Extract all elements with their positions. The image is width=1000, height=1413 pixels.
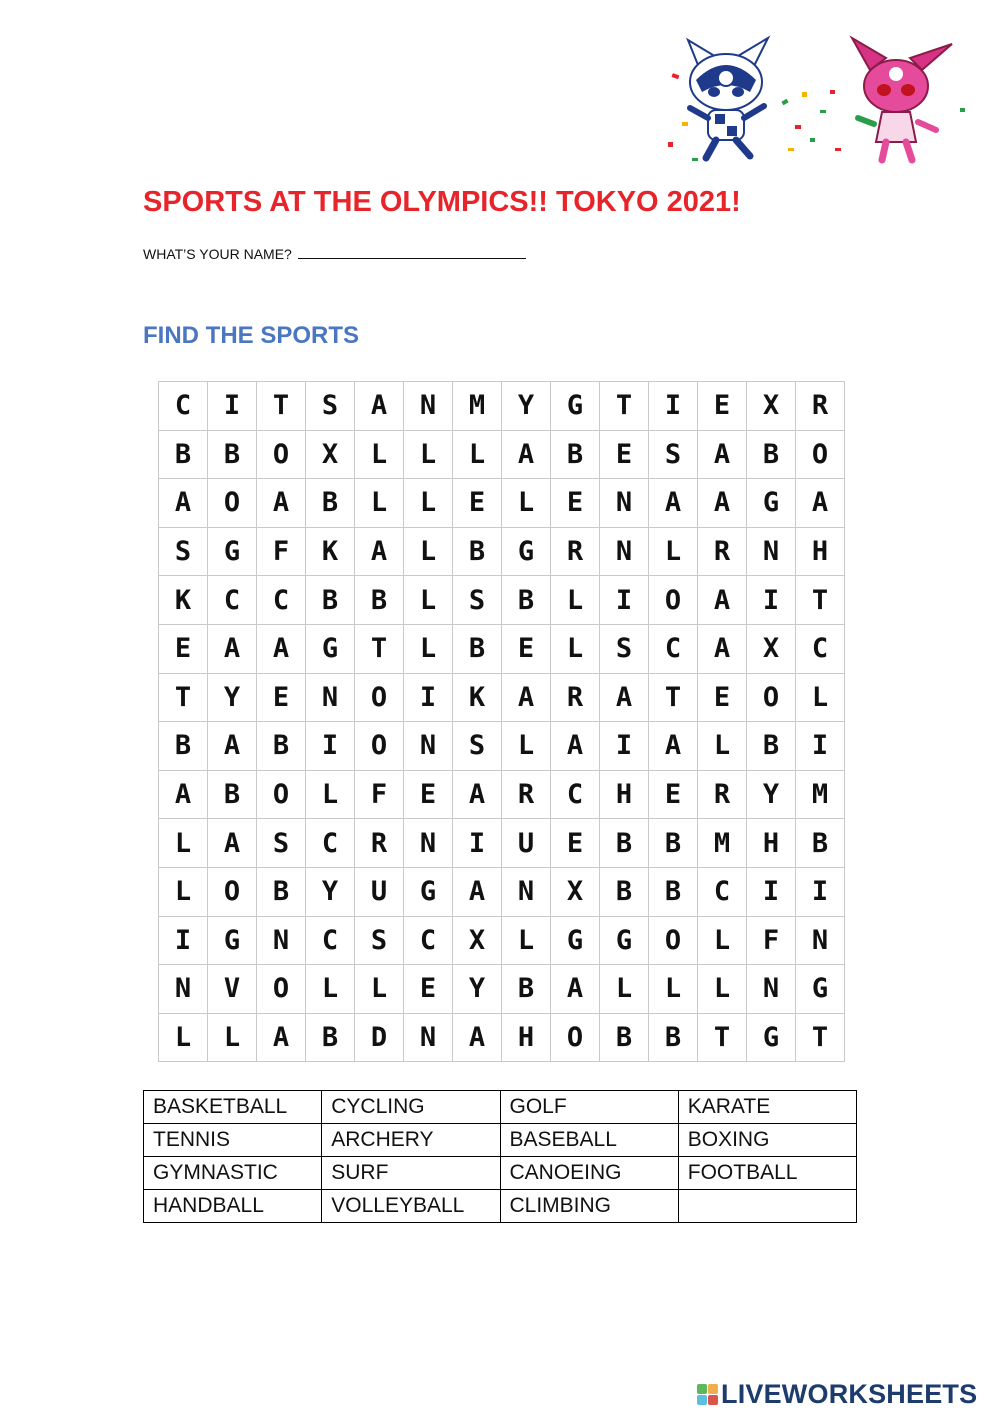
grid-cell[interactable]: I [404, 674, 453, 723]
grid-cell[interactable]: R [698, 771, 747, 820]
grid-cell[interactable]: N [747, 965, 796, 1014]
grid-cell[interactable]: E [159, 625, 208, 674]
grid-cell[interactable]: B [502, 965, 551, 1014]
grid-cell[interactable]: L [404, 479, 453, 528]
grid-cell[interactable]: I [208, 382, 257, 431]
grid-cell[interactable]: I [747, 868, 796, 917]
word-list-item: ARCHERY [322, 1124, 500, 1157]
grid-cell[interactable]: A [649, 479, 698, 528]
grid-cell[interactable]: O [208, 868, 257, 917]
grid-cell[interactable]: Y [306, 868, 355, 917]
grid-cell[interactable]: L [502, 917, 551, 966]
grid-cell[interactable]: M [698, 819, 747, 868]
grid-cell[interactable]: O [355, 674, 404, 723]
grid-cell[interactable]: S [257, 819, 306, 868]
word-list-row [144, 1157, 857, 1190]
grid-cell[interactable]: I [796, 868, 845, 917]
grid-cell[interactable]: T [355, 625, 404, 674]
word-list-item: KARATE [678, 1091, 856, 1124]
grid-cell[interactable]: G [551, 917, 600, 966]
liveworksheets-logo-icon [697, 1384, 718, 1405]
grid-cell[interactable]: L [355, 431, 404, 480]
grid-cell[interactable]: C [208, 576, 257, 625]
grid-cell[interactable]: O [796, 431, 845, 480]
grid-cell[interactable]: E [698, 674, 747, 723]
grid-cell[interactable]: A [600, 674, 649, 723]
word-list-row [144, 1124, 857, 1157]
grid-cell[interactable]: L [404, 528, 453, 577]
word-list-item: BASEBALL [500, 1124, 678, 1157]
grid-cell[interactable]: E [404, 965, 453, 1014]
grid-cell[interactable]: L [159, 819, 208, 868]
grid-cell[interactable]: A [698, 625, 747, 674]
word-list-row [144, 1190, 857, 1223]
grid-cell[interactable]: L [698, 722, 747, 771]
grid-cell[interactable]: L [355, 965, 404, 1014]
grid-cell[interactable]: O [257, 431, 306, 480]
grid-cell[interactable]: L [600, 965, 649, 1014]
grid-cell[interactable]: B [747, 431, 796, 480]
grid-cell[interactable]: I [159, 917, 208, 966]
grid-cell[interactable]: A [453, 771, 502, 820]
blue-mascot-icon [688, 38, 768, 158]
grid-cell[interactable]: N [404, 819, 453, 868]
grid-cell[interactable]: C [306, 819, 355, 868]
grid-cell[interactable]: K [306, 528, 355, 577]
grid-cell[interactable]: G [796, 965, 845, 1014]
grid-cell[interactable]: O [257, 771, 306, 820]
grid-cell[interactable]: L [404, 576, 453, 625]
grid-cell[interactable]: E [698, 382, 747, 431]
grid-cell[interactable]: T [698, 1014, 747, 1063]
grid-cell[interactable]: U [502, 819, 551, 868]
grid-cell[interactable]: O [747, 674, 796, 723]
wordsearch-grid[interactable] [158, 381, 845, 1062]
grid-cell[interactable]: L [159, 1014, 208, 1063]
grid-cell[interactable]: R [698, 528, 747, 577]
grid-cell[interactable]: T [600, 382, 649, 431]
grid-cell[interactable]: B [649, 1014, 698, 1063]
grid-cell[interactable]: M [796, 771, 845, 820]
grid-cell[interactable]: I [600, 576, 649, 625]
section-subtitle: FIND THE SPORTS [143, 322, 360, 349]
grid-cell[interactable]: A [159, 479, 208, 528]
grid-cell[interactable]: G [502, 528, 551, 577]
grid-cell[interactable]: N [404, 382, 453, 431]
grid-cell[interactable]: S [355, 917, 404, 966]
grid-cell[interactable]: B [159, 722, 208, 771]
grid-cell[interactable]: C [649, 625, 698, 674]
grid-cell[interactable]: E [551, 479, 600, 528]
grid-cell[interactable]: E [453, 479, 502, 528]
word-list-row [144, 1091, 857, 1124]
grid-cell[interactable]: K [159, 576, 208, 625]
grid-cell[interactable]: A [257, 479, 306, 528]
grid-cell[interactable]: T [796, 1014, 845, 1063]
grid-cell[interactable]: K [453, 674, 502, 723]
grid-cell[interactable]: B [257, 868, 306, 917]
grid-cell[interactable]: T [649, 674, 698, 723]
grid-cell[interactable]: C [551, 771, 600, 820]
grid-cell[interactable]: L [551, 625, 600, 674]
word-list-item: CYCLING [322, 1091, 500, 1124]
page-title: SPORTS AT THE OLYMPICS!! TOKYO 2021! [143, 186, 741, 218]
grid-cell[interactable]: G [747, 479, 796, 528]
grid-cell[interactable]: G [747, 1014, 796, 1063]
word-list-table [143, 1090, 857, 1223]
grid-cell[interactable]: G [600, 917, 649, 966]
grid-cell[interactable]: B [257, 722, 306, 771]
grid-cell[interactable]: R [796, 382, 845, 431]
name-prompt [143, 244, 526, 262]
grid-cell[interactable]: I [796, 722, 845, 771]
grid-cell[interactable]: L [502, 479, 551, 528]
grid-cell[interactable]: G [551, 382, 600, 431]
grid-cell[interactable]: L [453, 431, 502, 480]
grid-cell[interactable]: U [355, 868, 404, 917]
footer-brand [697, 1376, 977, 1412]
word-list-item: VOLLEYBALL [322, 1190, 500, 1223]
grid-cell[interactable]: N [600, 528, 649, 577]
grid-cell[interactable]: A [796, 479, 845, 528]
grid-cell[interactable]: L [551, 576, 600, 625]
grid-cell[interactable]: R [355, 819, 404, 868]
brand-name: LIVEWORKSHEETS [721, 1378, 978, 1409]
grid-cell[interactable]: A [257, 1014, 306, 1063]
grid-cell[interactable]: B [600, 868, 649, 917]
grid-cell[interactable]: A [502, 431, 551, 480]
grid-cell[interactable]: G [404, 868, 453, 917]
grid-cell[interactable]: C [159, 382, 208, 431]
grid-cell[interactable]: N [796, 917, 845, 966]
grid-cell[interactable]: L [698, 965, 747, 1014]
grid-cell[interactable]: E [404, 771, 453, 820]
word-list-item: GOLF [500, 1091, 678, 1124]
grid-cell[interactable]: N [747, 528, 796, 577]
grid-cell[interactable]: B [600, 819, 649, 868]
grid-cell[interactable]: L [649, 528, 698, 577]
grid-cell[interactable]: B [355, 576, 404, 625]
grid-cell[interactable]: B [208, 431, 257, 480]
grid-cell[interactable]: L [159, 868, 208, 917]
grid-cell[interactable]: S [453, 576, 502, 625]
grid-cell[interactable]: N [306, 674, 355, 723]
grid-cell[interactable]: A [257, 625, 306, 674]
olympic-mascots-illustration [660, 30, 970, 180]
grid-cell[interactable]: H [796, 528, 845, 577]
word-list-item: FOOTBALL [678, 1157, 856, 1190]
grid-cell[interactable]: B [306, 1014, 355, 1063]
word-list-item: GYMNASTIC [144, 1157, 322, 1190]
name-prompt-label: WHAT’S YOUR NAME? [143, 246, 292, 262]
grid-cell[interactable]: X [747, 625, 796, 674]
grid-cell[interactable]: L [355, 479, 404, 528]
grid-cell[interactable]: L [208, 1014, 257, 1063]
grid-cell[interactable]: B [796, 819, 845, 868]
grid-cell[interactable]: S [306, 382, 355, 431]
grid-cell[interactable]: R [551, 674, 600, 723]
grid-cell[interactable]: T [796, 576, 845, 625]
word-list-item: BASKETBALL [144, 1091, 322, 1124]
grid-cell[interactable]: G [208, 528, 257, 577]
grid-cell[interactable]: E [551, 819, 600, 868]
grid-cell[interactable]: F [355, 771, 404, 820]
grid-cell[interactable]: C [698, 868, 747, 917]
pink-mascot-icon [852, 38, 952, 160]
grid-cell[interactable]: Y [747, 771, 796, 820]
grid-cell[interactable]: A [453, 868, 502, 917]
word-list-item [678, 1190, 856, 1223]
grid-cell[interactable]: E [600, 431, 649, 480]
grid-cell[interactable]: L [698, 917, 747, 966]
grid-cell[interactable]: B [649, 868, 698, 917]
grid-cell[interactable]: H [502, 1014, 551, 1063]
grid-cell[interactable]: Y [502, 382, 551, 431]
grid-cell[interactable]: A [698, 479, 747, 528]
grid-cell[interactable]: S [159, 528, 208, 577]
grid-cell[interactable]: N [257, 917, 306, 966]
grid-cell[interactable]: L [796, 674, 845, 723]
grid-cell[interactable]: M [453, 382, 502, 431]
grid-cell[interactable]: C [257, 576, 306, 625]
grid-cell[interactable]: F [257, 528, 306, 577]
grid-cell[interactable]: A [551, 722, 600, 771]
word-list-item: TENNIS [144, 1124, 322, 1157]
grid-cell[interactable]: F [747, 917, 796, 966]
grid-cell[interactable]: N [502, 868, 551, 917]
grid-cell[interactable]: E [649, 771, 698, 820]
word-list-item: CANOEING [500, 1157, 678, 1190]
grid-cell[interactable]: I [306, 722, 355, 771]
grid-cell[interactable]: C [796, 625, 845, 674]
grid-cell[interactable]: V [208, 965, 257, 1014]
grid-cell[interactable]: A [355, 382, 404, 431]
grid-cell[interactable]: B [649, 819, 698, 868]
grid-cell[interactable]: O [257, 965, 306, 1014]
grid-cell[interactable]: A [649, 722, 698, 771]
grid-cell[interactable]: N [404, 722, 453, 771]
grid-cell[interactable]: A [208, 819, 257, 868]
grid-cell[interactable]: E [257, 674, 306, 723]
grid-cell[interactable]: C [404, 917, 453, 966]
grid-cell[interactable]: A [698, 576, 747, 625]
grid-cell[interactable]: O [649, 917, 698, 966]
grid-cell[interactable]: N [404, 1014, 453, 1063]
name-field[interactable] [298, 244, 526, 259]
grid-cell[interactable]: L [649, 965, 698, 1014]
grid-cell[interactable]: L [404, 431, 453, 480]
grid-cell[interactable]: A [551, 965, 600, 1014]
word-list-item: SURF [322, 1157, 500, 1190]
grid-cell[interactable]: A [159, 771, 208, 820]
grid-cell[interactable]: I [453, 819, 502, 868]
grid-cell[interactable]: O [355, 722, 404, 771]
grid-cell[interactable]: X [747, 382, 796, 431]
grid-cell[interactable]: R [502, 771, 551, 820]
grid-cell[interactable]: A [502, 674, 551, 723]
grid-cell[interactable]: G [306, 625, 355, 674]
word-list-item: BOXING [678, 1124, 856, 1157]
grid-cell[interactable]: B [208, 771, 257, 820]
grid-cell[interactable]: X [306, 431, 355, 480]
grid-cell[interactable]: H [600, 771, 649, 820]
grid-cell[interactable]: L [502, 722, 551, 771]
word-list-item: HANDBALL [144, 1190, 322, 1223]
grid-cell[interactable]: H [747, 819, 796, 868]
grid-cell[interactable]: D [355, 1014, 404, 1063]
grid-cell[interactable]: A [208, 722, 257, 771]
grid-cell[interactable]: B [551, 431, 600, 480]
grid-cell[interactable]: A [453, 1014, 502, 1063]
word-list-item: CLIMBING [500, 1190, 678, 1223]
grid-cell[interactable]: T [159, 674, 208, 723]
grid-cell[interactable]: S [453, 722, 502, 771]
grid-cell[interactable]: B [306, 479, 355, 528]
grid-cell[interactable]: C [306, 917, 355, 966]
grid-cell[interactable]: E [502, 625, 551, 674]
grid-cell[interactable]: Y [208, 674, 257, 723]
grid-cell[interactable]: I [747, 576, 796, 625]
grid-cell[interactable]: B [159, 431, 208, 480]
grid-cell[interactable]: I [600, 722, 649, 771]
grid-cell[interactable]: B [453, 528, 502, 577]
grid-cell[interactable]: B [747, 722, 796, 771]
grid-cell[interactable]: Y [453, 965, 502, 1014]
grid-cell[interactable]: A [208, 625, 257, 674]
grid-cell[interactable]: G [208, 917, 257, 966]
grid-cell[interactable]: L [306, 965, 355, 1014]
grid-cell[interactable]: X [453, 917, 502, 966]
grid-cell[interactable]: O [551, 1014, 600, 1063]
grid-cell[interactable]: O [208, 479, 257, 528]
grid-cell[interactable]: A [698, 431, 747, 480]
grid-cell[interactable]: I [649, 382, 698, 431]
grid-cell[interactable]: L [404, 625, 453, 674]
grid-cell[interactable]: T [257, 382, 306, 431]
grid-cell[interactable]: R [551, 528, 600, 577]
grid-cell[interactable]: A [355, 528, 404, 577]
grid-cell[interactable]: B [502, 576, 551, 625]
grid-cell[interactable]: L [306, 771, 355, 820]
grid-cell[interactable]: B [453, 625, 502, 674]
grid-cell[interactable]: S [649, 431, 698, 480]
grid-cell[interactable]: B [600, 1014, 649, 1063]
grid-cell[interactable]: O [649, 576, 698, 625]
grid-cell[interactable]: N [159, 965, 208, 1014]
grid-cell[interactable]: B [306, 576, 355, 625]
grid-cell[interactable]: S [600, 625, 649, 674]
grid-cell[interactable]: X [551, 868, 600, 917]
grid-cell[interactable]: N [600, 479, 649, 528]
